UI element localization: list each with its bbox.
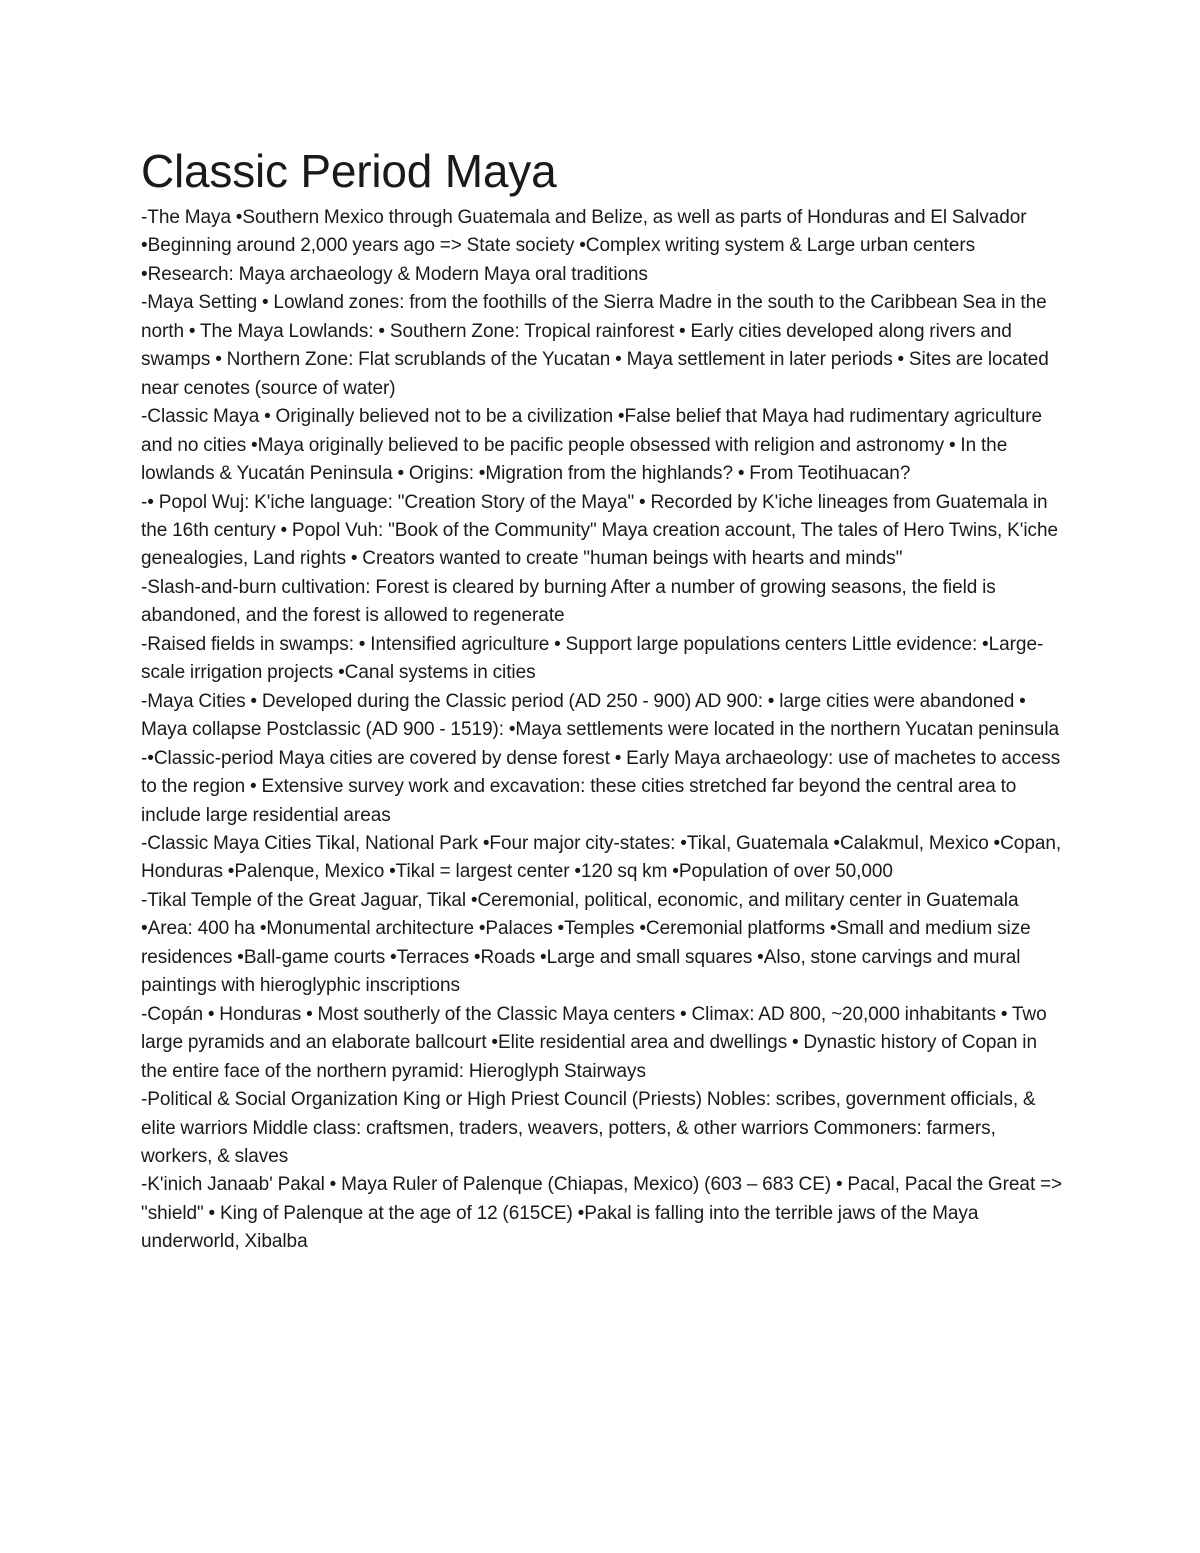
paragraph-copan: -Copán • Honduras • Most southerly of the Classic Maya centers • Climax: AD 800, ~20,000 inhabitants • Two large pyramids and an elaborate ballcourt •Elite residential area and dwellings • Dynastic history of Copan in the entire face of the northern pyramid: Hieroglyph Stairways xyxy=(141,1003,1047,1082)
paragraph-political-social-organization: -Political & Social Organization King or High Priest Council (Priests) Nobles: scribes, government officials, & elite warriors Middle class: craftsmen, traders, weavers, potters, & other warriors Commoners: farmers, workers, & slaves xyxy=(141,1089,1036,1167)
paragraph-slash-and-burn: -Slash-and-burn cultivation: Forest is cleared by burning After a number of growing seasons, the field is abandoned, and the forest is allowed to regenerate xyxy=(141,576,996,627)
paragraph-classic-maya: -Classic Maya • Originally believed not to be a civilization •False belief that Maya had rudimentary agriculture and no cities •Maya originally believed to be pacific people obsessed with religion and astronomy • In the lowlands & Yucatán Peninsula • Origins: •Migration from the highlands? • From Teotihuacan? xyxy=(141,406,1043,485)
paragraph-maya-setting: -Maya Setting • Lowland zones: from the foothills of the Sierra Madre in the south to the Caribbean Sea in the north • The Maya Lowlands: • Southern Zone: Tropical rainforest • Early cities developed along rivers and swamps • Northern Zone: Flat scrublands of the Yucatan • Maya settlement in later periods • Sites are located near cenotes (source of water) xyxy=(141,292,1049,399)
paragraph-classic-period-cities: -•Classic-period Maya cities are covered by dense forest • Early Maya archaeology: use of machetes to access to the region • Extensive survey work and excavation: these cities stretched far beyond the central area to include large residential areas xyxy=(141,747,1061,826)
paragraph-tikal: -Tikal Temple of the Great Jaguar, Tikal •Ceremonial, political, economic, and military center in Guatemala •Area: 400 ha •Monumental architecture •Palaces •Temples •Ceremonial platforms •Small and medium size residences •Ball-game courts •Terraces •Roads •Large and small squares •Also, stone carvings and mural paintings with hieroglyphic inscriptions xyxy=(141,889,1031,997)
document-page xyxy=(141,138,1066,1257)
paragraph-maya-cities: -Maya Cities • Developed during the Classic period (AD 250 - 900) AD 900: • large cities were abandoned • Maya collapse Postclassic (AD 900 - 1519): •Maya settlements were located in the northern Yucatan peninsula xyxy=(141,690,1060,741)
paragraph-classic-maya-cities: -Classic Maya Cities Tikal, National Park •Four major city-states: •Tikal, Guatemala •Calakmul, Mexico •Copan, Honduras •Palenque, Mexico •Tikal = largest center •120 sq km •Population of over 50,000 xyxy=(141,832,1062,883)
paragraph-popol-wuj: -• Popol Wuj: K'iche language: "Creation Story of the Maya" • Recorded by K'iche lineages from Guatemala in the 16th century • Popol Vuh: "Book of the Community" Maya creation account, The tales of Hero Twins, K'iche genealogies, Land rights • Creators wanted to create "human beings with hearts and minds" xyxy=(141,491,1058,570)
paragraph-the-maya: -The Maya •Southern Mexico through Guatemala and Belize, as well as parts of Honduras and El Salvador •Beginning around 2,000 years ago => State society •Complex writing system & Large urban centers •Research: Maya archaeology & Modern Maya oral traditions xyxy=(141,207,1027,285)
paragraph-raised-fields: -Raised fields in swamps: • Intensified agriculture • Support large populations centers Little evidence: •Large-scale irrigation projects •Canal systems in cities xyxy=(141,633,1044,684)
page-title: Classic Period Maya xyxy=(141,145,557,197)
paragraph-pakal: -K'inich Janaab' Pakal • Maya Ruler of Palenque (Chiapas, Mexico) (603 – 683 CE) • Pacal, Pacal the Great => "shield" • King of Palenque at the age of 12 (615CE) •Pakal is falling into the terrible jaws of the Maya underworld, Xibalba xyxy=(141,1174,1063,1253)
notes-body xyxy=(141,204,1066,1257)
